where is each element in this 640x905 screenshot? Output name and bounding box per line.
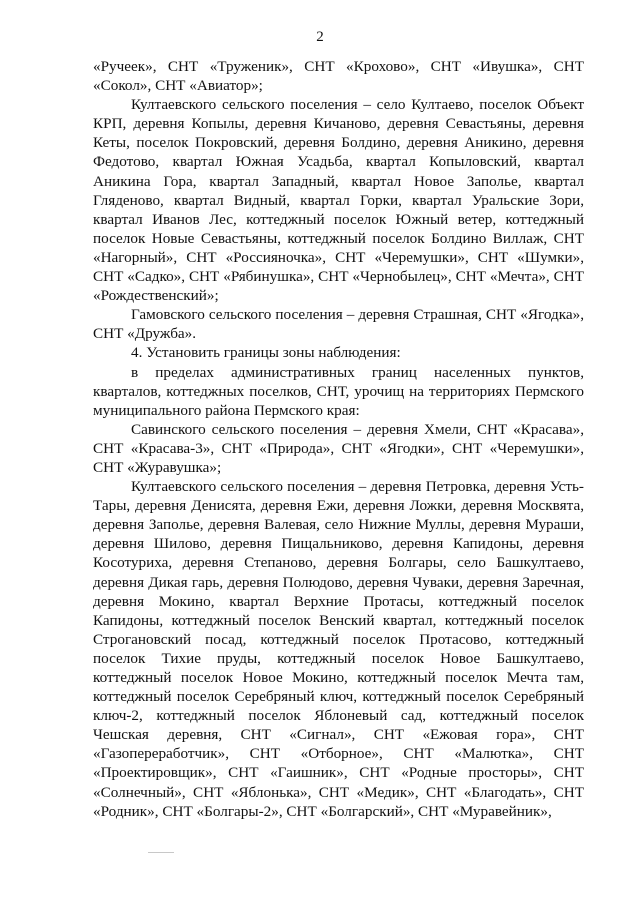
paragraph-continuation: «Ручеек», СНТ «Труженик», СНТ «Крохово», СНТ «Ивушка», СНТ «Сокол», СНТ «Авиатор»;: [93, 58, 584, 95]
document-body: [93, 57, 584, 821]
page-number: 2: [316, 29, 324, 45]
paragraph-boundaries: в пределах административных границ населенных пунктов, кварталов, коттеджных поселков, СНТ, урочищ на территориях Пермского муниципального района Пермского края:: [93, 363, 584, 419]
paragraph-gamovskoe: Гамовского сельского поселения – деревня Страшная, СНТ «Ягодка», СНТ «Дружба».: [93, 306, 584, 343]
paragraph-kultaevskoe-2: Култаевского сельского поселения – деревня Петровка, деревня Усть-Тары, деревня Денисята, деревня Ежи, деревня Ложки, деревня Москвята, деревня Заполье, деревня Валевая, село Нижние Муллы, деревня Мураши, деревня Шилово, деревня Пищальниково, деревня Капидоны, деревня Косотуриха, деревня Степаново, деревня Болгары, село Башкултаево, деревня Дикая гарь, деревня Полюдово, деревня Чуваки, деревня Заречная, деревня Мокино, квартал Верхние Протасы, коттеджный поселок Капидоны, коттеджный поселок Венский квартал, коттеджный поселок Строгановский посад, коттеджный поселок Протасово, коттеджный поселок Тихие пруды, коттеджный поселок Новое Башкултаево, коттеджный поселок Новое Мокино, коттеджный поселок Мечта там, коттеджный поселок Серебряный ключ, коттеджный поселок Серебряный ключ-2, коттеджный поселок Яблоневый сад, коттеджный поселок Чешская деревня, СНТ «Сигнал», СНТ «Ежовая гора», СНТ «Газопереработчик», СНТ «Отборное», СНТ «Малютка», СНТ «Проектировщик», СНТ «Гаишник», СНТ «Родные просторы», СНТ «Солнечный», СНТ «Яблонька», СНТ «Медик», СНТ «Благодать», СНТ «Родник», СНТ «Болгары-2», СНТ «Болгарский», СНТ «Муравейник»,: [93, 478, 584, 820]
paragraph-item-4: 4. Установить границы зоны наблюдения:: [131, 344, 401, 362]
paragraph-savinskoe: Савинского сельского поселения – деревня Хмели, СНТ «Красава», СНТ «Красава-3», СНТ «Природа», СНТ «Ягодки», СНТ «Черемушки», СНТ «Журавушка»;: [93, 420, 584, 476]
scan-mark: [148, 852, 174, 853]
paragraph-kultaevskoe-1: Култаевского сельского поселения – село Култаево, поселок Объект КРП, деревня Копылы, деревня Кичаново, деревня Севастьяны, деревня Кеты, поселок Покровский, деревня Болдино, деревня Аникино, деревня Федотово, квартал Южная Усадьба, квартал Копыловский, квартал Аникина Гора, квартал Западный, квартал Новое Заполье, квартал Гляденово, квартал Видный, квартал Горки, квартал Уральские Зори, квартал Иванов Лес, коттеджный поселок Южный ветер, коттеджный поселок Новые Севастьяны, коттеджный поселок Болдино Виллаж, СНТ «Нагорный», СНТ «Россияночка», СНТ «Черемушки», СНТ «Шумки», СНТ «Садко», СНТ «Рябинушка», СНТ «Чернобылец», СНТ «Мечта», СНТ «Рождественский»;: [93, 96, 584, 305]
